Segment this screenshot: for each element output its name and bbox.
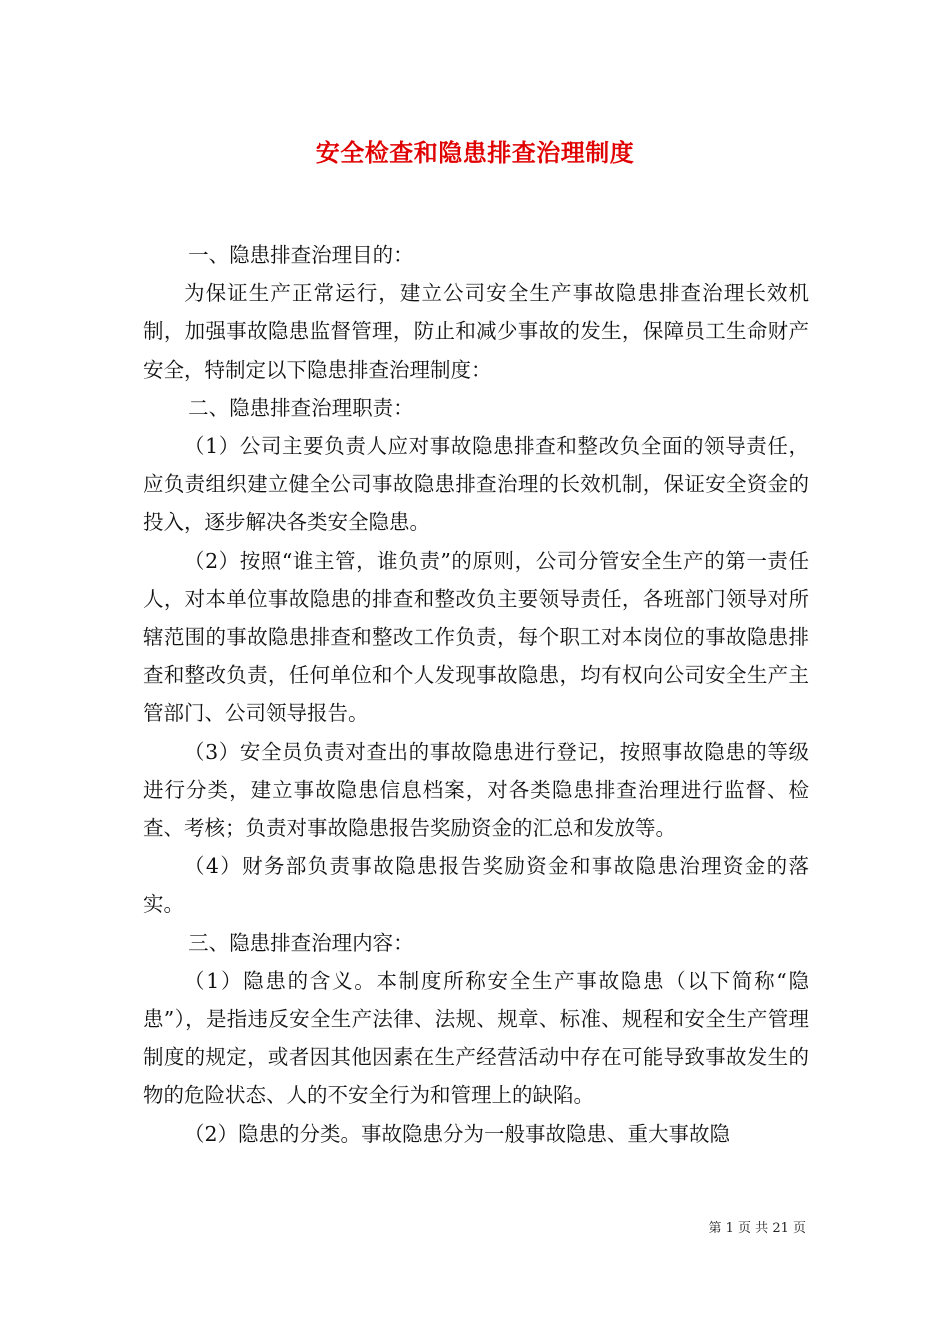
document-body [143,236,809,1153]
paragraph-duty-1: （1）公司主要负责人应对事故隐患排查和整改负全面的领导责任，应负责组织建立健全公司事故隐患排查治理的长效机制，保证安全资金的投入，逐步解决各类安全隐患。 [143,434,809,535]
section-heading-3: 三、隐患排查治理内容： [188,930,414,955]
section-heading-2: 二、隐患排查治理职责： [188,395,414,420]
section-heading-1: 一、隐患排查治理目的： [188,243,414,267]
paragraph-duty-4: （4）财务部负责事故隐患报告奖励资金和事故隐患治理资金的落实。 [143,854,809,917]
paragraph-duty-3: （3）安全员负责对查出的事故隐患进行登记，按照事故隐患的等级进行分类，建立事故隐患信息档案，对各类隐患排查治理进行监督、检查、考核；负责对事故隐患报告奖励资金的汇总和发放等。 [143,739,809,841]
document-title: 安全检查和隐患排查治理制度 [315,138,635,167]
page-number-footer: 第 1 页 共 21 页 [708,1221,806,1236]
paragraph-content-1: （1）隐患的含义。本制度所称安全生产事故隐患（以下简称“隐患”），是指违反安全生产法律、法规、规章、标准、规程和安全生产管理制度的规定，或者因其他因素在生产经营活动中存在可能导致事故发生的物的危险状态、人的不安全行为和管理上的缺陷。 [143,968,809,1108]
paragraph-purpose: 为保证生产正常运行，建立公司安全生产事故隐患排查治理长效机制，加强事故隐患监督管理，防止和减少事故的发生，保障员工生命财产安全，特制定以下隐患排查治理制度： [143,281,809,382]
paragraph-duty-2: （2）按照“谁主管，谁负责”的原则，公司分管安全生产的第一责任人，对本单位事故隐患的排查和整改负主要领导责任，各班部门领导对所辖范围的事故隐患排查和整改工作负责，每个职工对本岗位的事故隐患排查和整改负责，任何单位和个人发现事故隐患，均有权向公司安全生产主管部门、公司领导报告。 [143,548,809,726]
paragraph-content-2: （2）隐患的分类。事故隐患分为一般事故隐患、重大事故隐 [184,1121,731,1146]
